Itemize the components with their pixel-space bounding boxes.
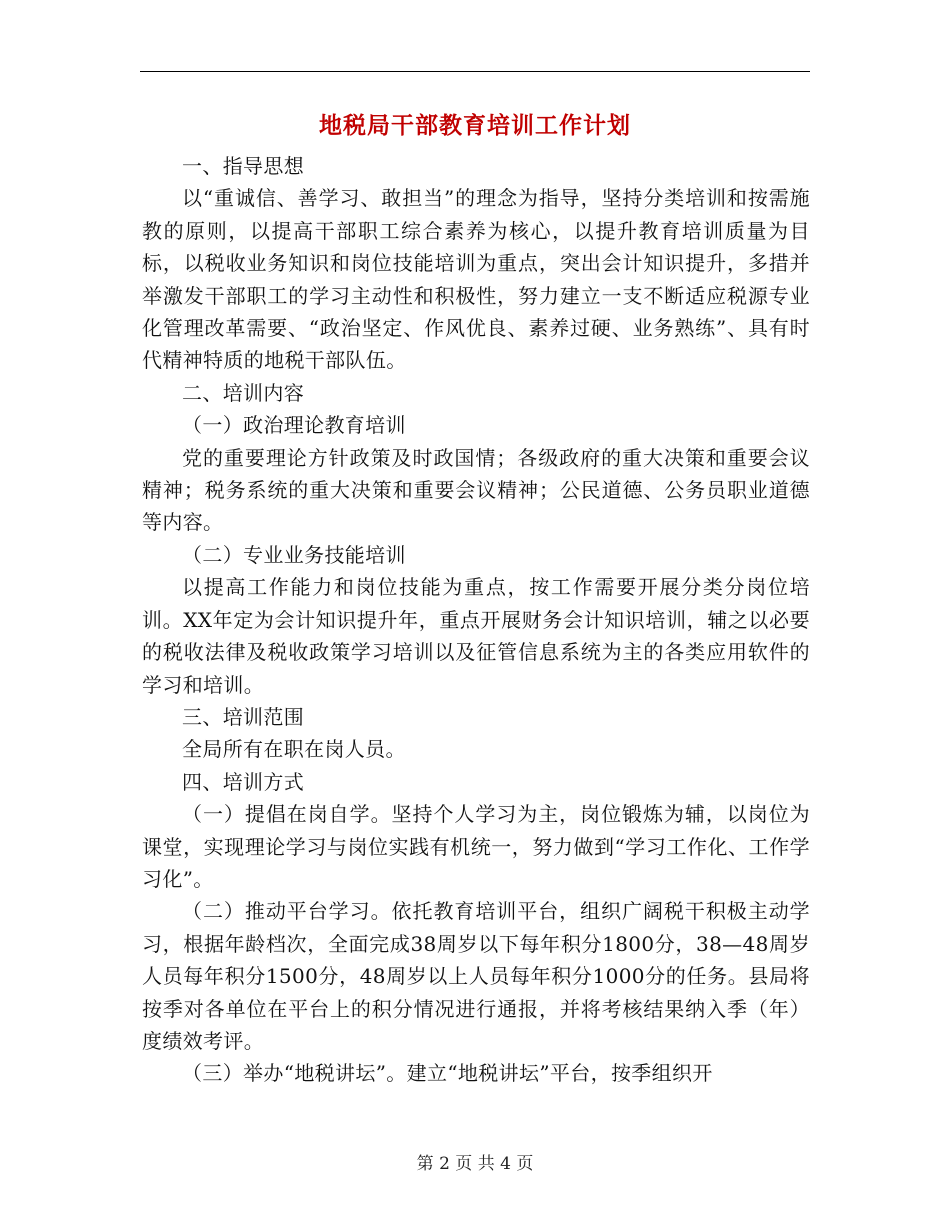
paragraph-professional-skills: 以提高工作能力和岗位技能为重点，按工作需要开展分类分岗位培训。XX年定为会计知识提升年，重点开展财务会计知识培训，辅之以必要的税收法律及税收政策学习培训以及征管信息系统为主的各类应用软件的学习和培训。: [142, 575, 810, 697]
document-body: [142, 150, 810, 1090]
section-heading-training-content: 二、培训内容: [182, 380, 305, 405]
subheading-professional-skills: （二）专业业务技能培训: [182, 542, 406, 567]
section-heading-training-scope: 三、培训范围: [182, 704, 305, 729]
section-heading-training-methods: 四、培训方式: [182, 769, 305, 794]
document-title: 地税局干部教育培训工作计划: [319, 112, 631, 139]
page-footer: 第 2 页 共 4 页: [416, 1154, 534, 1174]
paragraph-training-scope: 全局所有在职在岗人员。: [182, 737, 406, 762]
paragraph-political-theory: 党的重要理论方针政策及时政国情；各级政府的重大决策和重要会议精神；税务系统的重大决策和重要会议精神；公民道德、公务员职业道德等内容。: [142, 445, 810, 535]
section-heading-guiding-ideology: 一、指导思想: [182, 154, 305, 178]
header-rule: [140, 71, 810, 72]
paragraph-platform-learning: （二）推动平台学习。依托教育培训平台，组织广阔税干积极主动学习，根据年龄档次，全面完成38周岁以下每年积分1800分，38—48周岁人员每年积分1500分，48周岁以上人员每年积分1000分的任务。县局将按季对各单位在平台上的积分情况进行通报，并将考核结果纳入季（年）度绩效考评。: [142, 899, 810, 1053]
paragraph-guiding-ideology: 以“重诚信、善学习、敢担当”的理念为指导，坚持分类培训和按需施教的原则，以提高干部职工综合素养为核心，以提升教育培训质量为目标，以税收业务知识和岗位技能培训为重点，突出会计知识提升，多措并举激发干部职工的学习主动性和积极性，努力建立一支不断适应税源专业化管理改革需要、“政治坚定、作风优良、素养过硬、业务熟练”、具有时代精神特质的地税干部队伍。: [142, 186, 810, 373]
paragraph-self-study: （一）提倡在岗自学。坚持个人学习为主，岗位锻炼为辅，以岗位为课堂，实现理论学习与岗位实践有机统一，努力做到“学习工作化、工作学习化”。: [142, 802, 810, 891]
subheading-political-theory: （一）政治理论教育培训: [182, 413, 406, 438]
paragraph-tax-forum: （三）举办“地税讲坛”。建立“地税讲坛”平台，按季组织开: [182, 1061, 713, 1086]
